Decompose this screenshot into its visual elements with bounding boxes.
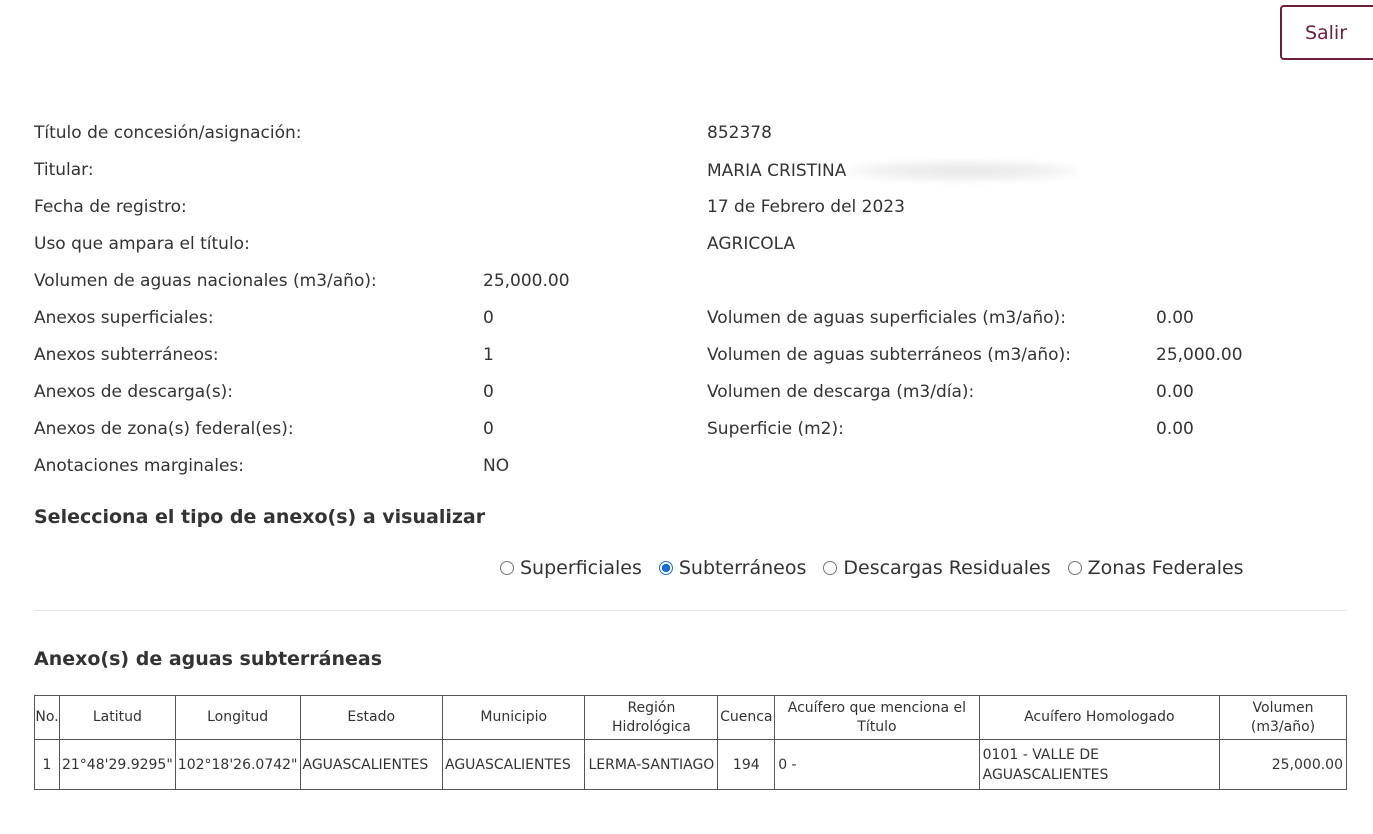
- titular-value-wrap: [707, 160, 1078, 182]
- anexos-sup-label: Anexos superficiales:: [34, 308, 214, 328]
- col-header-region: Región Hidrológica: [585, 696, 718, 740]
- col-header-volumen: Volumen (m3/año): [1220, 696, 1347, 740]
- info-row-titular: [0, 160, 1373, 197]
- col-header-latitud: Latitud: [59, 696, 175, 740]
- titular-label: Titular:: [34, 160, 94, 180]
- info-row-anexos-zona: [0, 419, 1373, 456]
- vol-sup-label: Volumen de aguas superficiales (m3/año):: [707, 308, 1066, 328]
- col-header-acuifero-titulo: Acuífero que menciona el Título: [775, 696, 979, 740]
- anexos-zona-label: Anexos de zona(s) federal(es):: [34, 419, 294, 439]
- info-row-titulo: [0, 123, 1373, 160]
- radio-subterraneos-input[interactable]: [659, 561, 673, 575]
- anexos-zona-value: 0: [483, 419, 494, 439]
- cell-municipio: AGUASCALIENTES: [442, 740, 584, 790]
- exit-button[interactable]: Salir: [1280, 5, 1373, 60]
- vol-sub-label: Volumen de aguas subterráneos (m3/año):: [707, 345, 1071, 365]
- table-title: Anexo(s) de aguas subterráneas: [34, 648, 383, 670]
- info-row-anexos-desc: [0, 382, 1373, 419]
- info-row-anexos-sup: [0, 308, 1373, 345]
- cell-longitud: 102°18'26.0742": [175, 740, 300, 790]
- cell-acuifero-titulo: 0 -: [775, 740, 979, 790]
- col-header-no: No.: [35, 696, 60, 740]
- col-header-cuenca: Cuenca: [718, 696, 775, 740]
- uso-value: AGRICOLA: [707, 234, 796, 254]
- radio-descargas-input[interactable]: [823, 561, 837, 575]
- titular-value: MARIA CRISTINA: [707, 161, 847, 181]
- cell-acuifero-homologado: 0101 - VALLE DE AGUASCALIENTES: [979, 740, 1219, 790]
- radio-superficiales[interactable]: [500, 557, 642, 579]
- anotaciones-label: Anotaciones marginales:: [34, 456, 244, 476]
- cell-region: LERMA-SANTIAGO: [585, 740, 718, 790]
- radio-zonas-federales-input[interactable]: [1068, 561, 1082, 575]
- uso-label: Uso que ampara el título:: [34, 234, 250, 254]
- col-header-estado: Estado: [300, 696, 442, 740]
- radio-descargas-label: Descargas Residuales: [843, 557, 1051, 579]
- radio-descargas[interactable]: [823, 557, 1050, 579]
- radio-superficiales-input[interactable]: [500, 561, 514, 575]
- fecha-value: 17 de Febrero del 2023: [707, 197, 905, 217]
- col-header-longitud: Longitud: [175, 696, 300, 740]
- radio-subterraneos[interactable]: [659, 557, 807, 579]
- cell-latitud: 21°48'29.9295": [59, 740, 175, 790]
- radio-superficiales-label: Superficiales: [520, 557, 642, 579]
- cell-no: 1: [35, 740, 60, 790]
- vol-sup-value: 0.00: [1156, 308, 1194, 328]
- col-header-municipio: Municipio: [442, 696, 584, 740]
- anexos-desc-value: 0: [483, 382, 494, 402]
- anexos-sub-label: Anexos subterráneos:: [34, 345, 219, 365]
- vol-desc-value: 0.00: [1156, 382, 1194, 402]
- cell-cuenca: 194: [718, 740, 775, 790]
- volumen-nacionales-label: Volumen de aguas nacionales (m3/año):: [34, 271, 377, 291]
- info-row-volumen-nacionales: [0, 271, 1373, 308]
- info-row-anexos-sub: [0, 345, 1373, 382]
- radio-subterraneos-label: Subterráneos: [678, 557, 807, 579]
- anexos-sup-value: 0: [483, 308, 494, 328]
- radio-zonas-federales-label: Zonas Federales: [1087, 557, 1244, 579]
- titulo-label: Título de concesión/asignación:: [34, 123, 302, 143]
- info-row-anotaciones: [0, 456, 1373, 493]
- info-row-fecha: [0, 197, 1373, 234]
- volumen-nacionales-value: 25,000.00: [483, 271, 570, 291]
- anexo-type-radio-group: [500, 555, 1261, 581]
- anexos-table: [34, 695, 1347, 790]
- col-header-acuifero-homologado: Acuífero Homologado: [979, 696, 1219, 740]
- anexos-desc-label: Anexos de descarga(s):: [34, 382, 234, 402]
- section-divider: [34, 610, 1347, 611]
- superficie-label: Superficie (m2):: [707, 419, 844, 439]
- vol-sub-value: 25,000.00: [1156, 345, 1243, 365]
- radio-zonas-federales[interactable]: [1068, 557, 1244, 579]
- titulo-value: 852378: [707, 123, 772, 143]
- anexos-sub-value: 1: [483, 345, 494, 365]
- table-header-row: [35, 696, 1347, 740]
- table-row: [35, 740, 1347, 790]
- superficie-value: 0.00: [1156, 419, 1194, 439]
- redacted-blur: [848, 160, 1078, 182]
- fecha-label: Fecha de registro:: [34, 197, 187, 217]
- cell-estado: AGUASCALIENTES: [300, 740, 442, 790]
- vol-desc-label: Volumen de descarga (m3/día):: [707, 382, 975, 402]
- cell-volumen: 25,000.00: [1220, 740, 1347, 790]
- info-row-uso: [0, 234, 1373, 271]
- selector-title: Selecciona el tipo de anexo(s) a visualizar: [34, 506, 486, 528]
- anotaciones-value: NO: [483, 456, 510, 476]
